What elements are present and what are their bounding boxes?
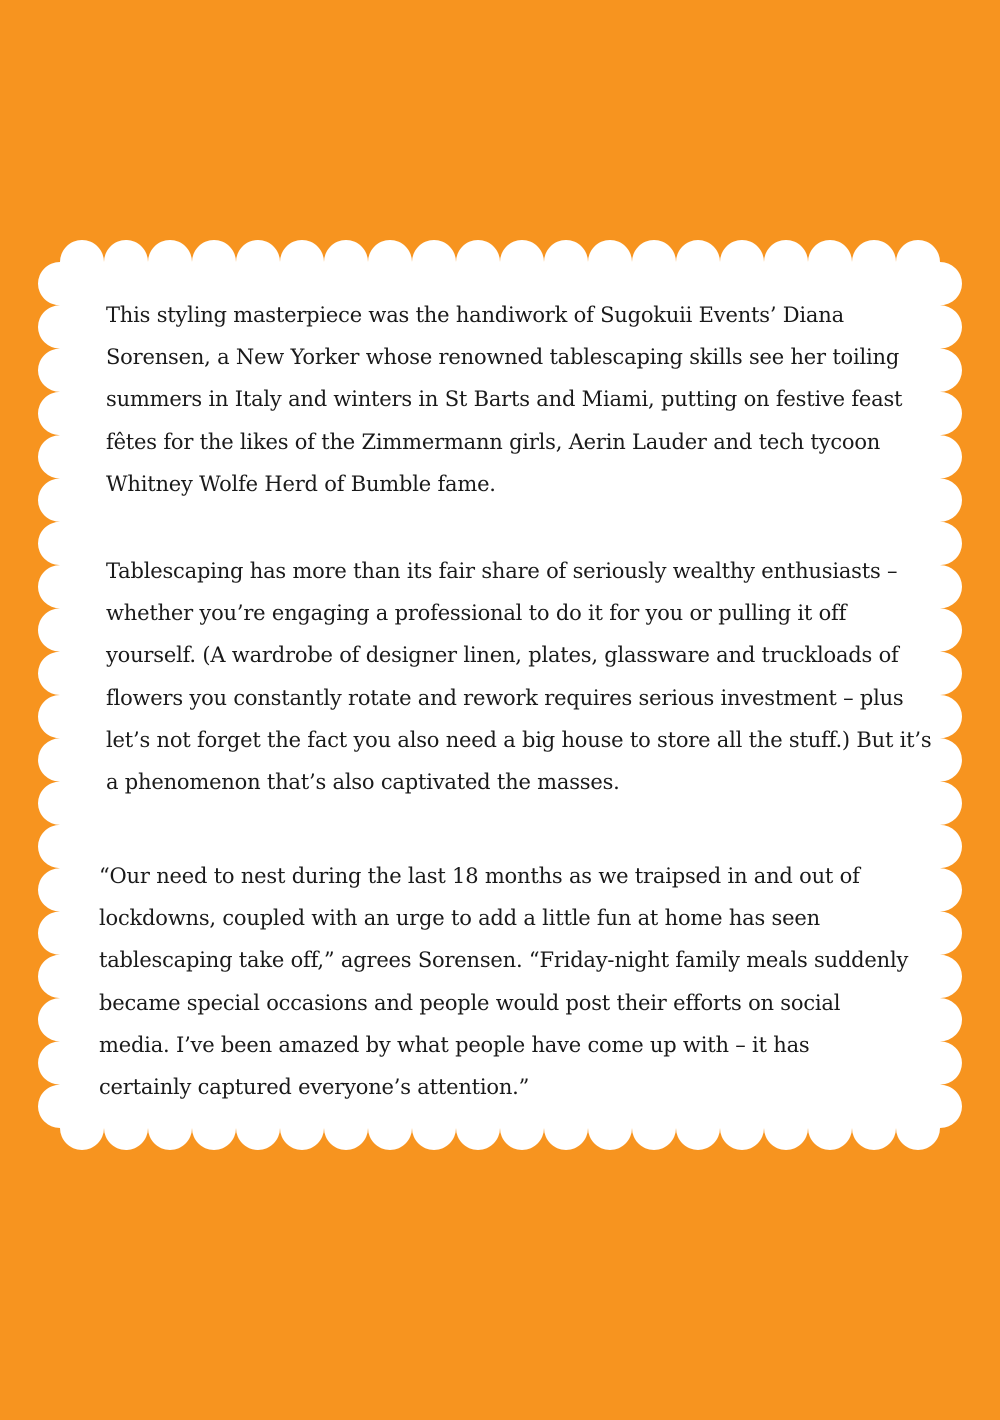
article-paragraph-3: “Our need to nest during the last 18 months as we traipsed in and out of lockdowns, coupled with an urge to add a little fun at home has seen tablescaping take off,” agrees Sorensen. “Friday-night family meals suddenly became special occasions and people would post their efforts on social media. I’ve been amazed by what people have come up with – it has certainly captured everyone’s attention.” (99, 864, 909, 1100)
article-paragraph-1: This styling masterpiece was the handiwork of Sugokuii Events’ Diana Sorensen, a New Yorker whose renowned tablescaping skills see her toiling summers in Italy and winters in St Barts and Miami, putting on festive feast fêtes for the likes of the Zimmermann girls, Aerin Lauder and tech tycoon Whitney Wolfe Herd of Bumble fame. (106, 303, 903, 496)
article-paragraph-2: Tablescaping has more than its fair share of seriously wealthy enthusiasts – whether you’re engaging a professional to do it for you or pulling it off yourself. (A wardrobe of designer linen, plates, glassware and truckloads of flowers you constantly rotate and rework requires serious investment – plus let’s not forget the fact you also need a big house to store all the stuff.) But it’s a phenomenon that’s also captivated the masses. (106, 559, 932, 795)
